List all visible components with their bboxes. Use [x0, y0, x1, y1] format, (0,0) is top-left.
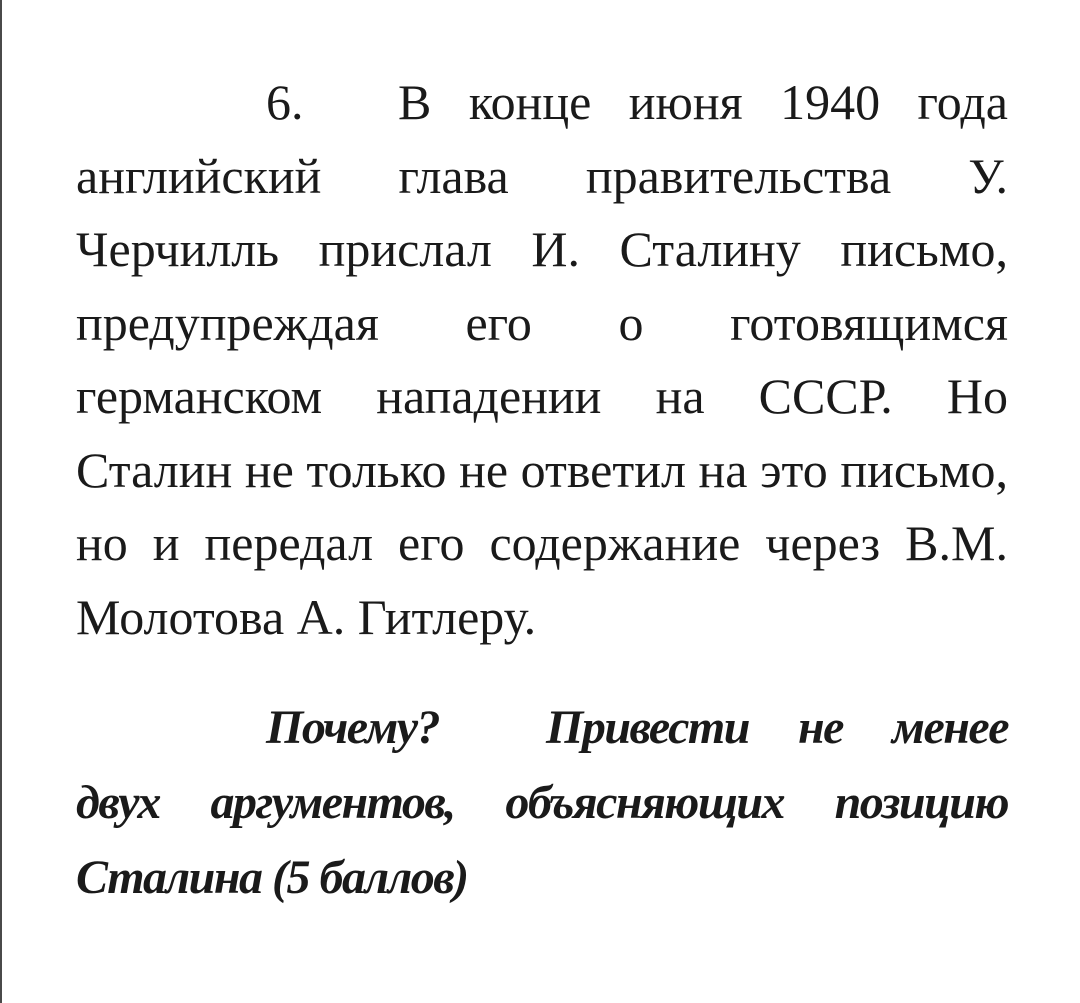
- task-text: В конце июня 1940 года английский глава правительства У. Черчилль прислал И. Сталину письмо, предупреждая его о готовящимся германском нападении на СССР. Но Сталин не только не ответил на это письмо, но и передал его содержание через В.М. Молотова А. Гитлеру.: [76, 74, 1008, 645]
- question-text: Привести не менее двух аргументов, объясняющих позицию Сталина (5 баллов): [76, 701, 1008, 904]
- task-number: 6.: [266, 74, 304, 130]
- question-paragraph: [76, 690, 1008, 915]
- task-paragraph: [76, 66, 1008, 654]
- question-lead: Почему?: [266, 701, 440, 754]
